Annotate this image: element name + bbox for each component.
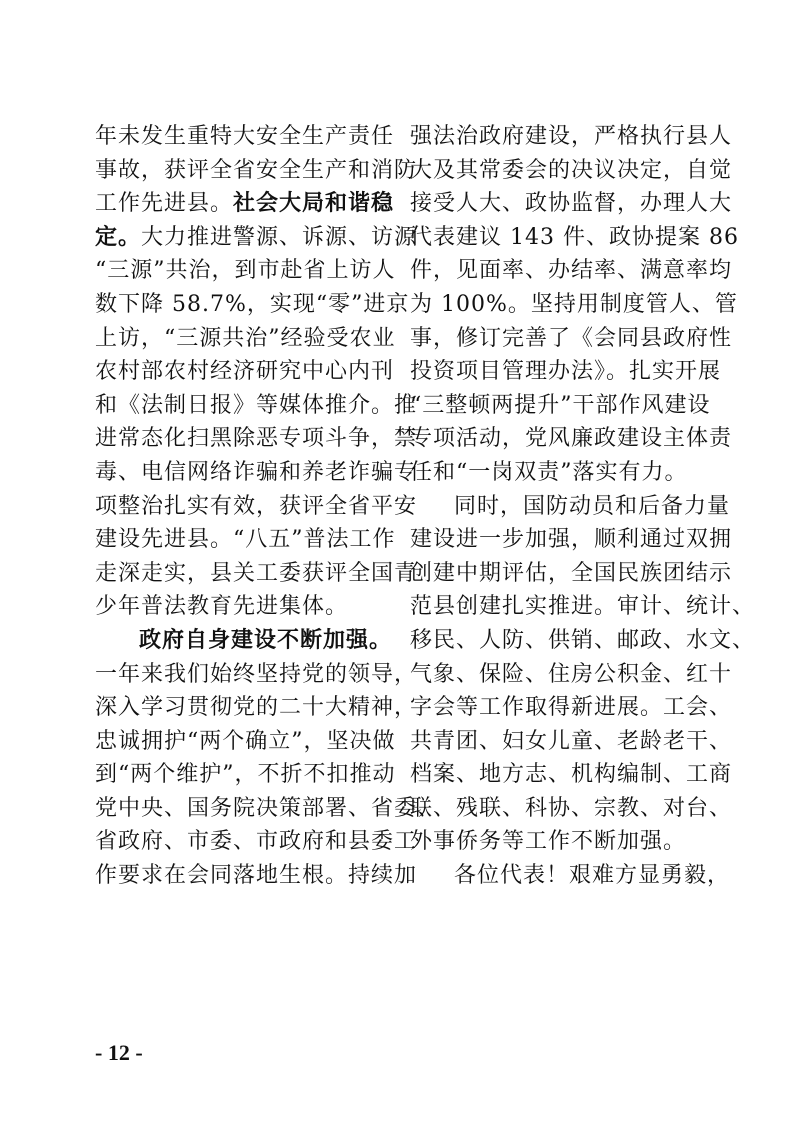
paragraph-start: 同时，国防动员和后备力量: [454, 493, 731, 519]
section-heading: 定。: [95, 223, 142, 250]
text-line: 事故，获评全省安全生产和消防: [95, 157, 418, 183]
section-heading: 社会大局和谐稳: [233, 190, 395, 217]
right-column: [410, 120, 756, 893]
text-line: 为 100%。坚持用制度管人、管: [410, 291, 738, 317]
text-line: “三整顿两提升”干部作风建设: [410, 392, 711, 418]
text-line: 进常态化扫黑除恶专项斗争，禁: [95, 426, 418, 452]
text-line: 建设先进县。“八五”普法工作: [95, 527, 396, 553]
text-line: [95, 221, 418, 255]
text-line: 毒、电信网络诈骗和养老诈骗专: [95, 459, 418, 485]
text-line: 大及其常委会的决议决定，自觉: [410, 157, 733, 183]
text-span: 工作先进县。: [95, 191, 234, 217]
text-line: 省政府、市委、市政府和县委工: [95, 829, 418, 855]
text-line: 上访，“三源共治”经验受农业: [95, 325, 396, 351]
page-number: - 12 -: [95, 1040, 143, 1065]
text-line: 外事侨务等工作不断加强。: [410, 829, 687, 855]
text-line: 少年普法教育先进集体。: [95, 594, 349, 620]
text-line: 到“两个维护”，不折不扣推动: [95, 762, 396, 788]
text-line: 联、残联、科协、宗教、对台、: [410, 795, 733, 821]
text-line: 共青团、妇女儿童、老龄老干、: [410, 728, 733, 754]
text-line: 专项活动，党风廉政建设主体责: [410, 426, 733, 452]
text-line: 深入学习贯彻党的二十大精神，: [95, 695, 418, 721]
text-line: 年未发生重特大安全生产责任: [95, 124, 395, 149]
text-line: 代表建议 143 件、政协提案 86: [410, 224, 739, 250]
text-line: 农村部农村经济研究中心内刊: [95, 359, 395, 385]
text-line: 字会等工作取得新进展。工会、: [410, 695, 733, 721]
text-line: 项整治扎实有效，获评全省平安: [95, 493, 418, 519]
left-column: [95, 120, 441, 893]
text-line: 作要求在会同落地生根。持续加: [95, 863, 418, 889]
text-line: 忠诚拥护“两个确立”，坚决做: [95, 728, 396, 754]
text-line: 走深走实，县关工委获评全国青: [95, 560, 418, 586]
text-line: 和《法制日报》等媒体推介。推: [95, 392, 418, 418]
text-line: 事，修订完善了《会同县政府性: [410, 325, 733, 351]
text-line: 党中央、国务院决策部署、省委、: [95, 795, 441, 821]
text-line: 建设进一步加强，顺利通过双拥: [410, 527, 733, 553]
section-heading: 政府自身建设不断加强。: [139, 626, 393, 653]
text-line: 档案、地方志、机构编制、工商: [410, 762, 733, 788]
text-line: 一年来我们始终坚持党的领导，: [95, 661, 418, 687]
text-line: [95, 187, 395, 221]
text-line: “三源”共治，到市赴省上访人: [95, 258, 396, 284]
text-line: 接受人大、政协监督，办理人大: [410, 191, 733, 217]
text-line: 范县创建扎实推进。审计、统计、: [410, 594, 756, 620]
paragraph-start: 各位代表！艰难方显勇毅，: [454, 863, 731, 889]
text-line: 数下降 58.7%，实现“零”进京: [95, 291, 410, 317]
text-line: 件，见面率、办结率、满意率均: [410, 258, 733, 284]
text-span: 大力推进警源、诉源、访源: [141, 224, 418, 250]
text-line: 任和“一岗双责”落实有力。: [410, 459, 688, 485]
text-line: 投资项目管理办法》。扎实开展: [410, 359, 722, 385]
text-line: 气象、保险、住房公积金、红十: [410, 661, 733, 687]
text-line: 移民、人防、供销、邮政、水文、: [410, 627, 756, 653]
text-line: 强法治政府建设，严格执行县人: [410, 124, 733, 149]
text-line: 创建中期评估，全国民族团结示: [410, 560, 733, 586]
